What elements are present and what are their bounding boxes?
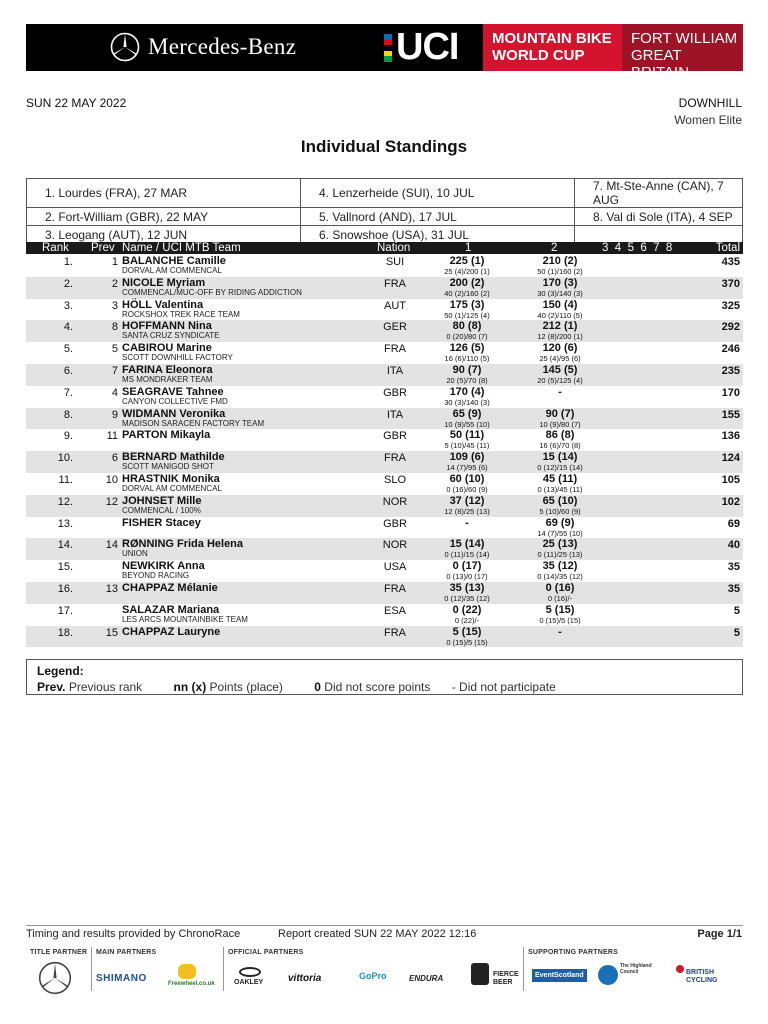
round-1-points: 90 (7) [452, 363, 482, 376]
rank: 2. [63, 277, 73, 290]
highland-council-logo: The Highland Council [620, 963, 652, 975]
round-2-points: 150 (4) [542, 298, 578, 311]
round-1-breakdown: 16 (6)/110 (5) [444, 354, 490, 364]
prev-rank: 1 [111, 256, 118, 268]
vittoria-logo: vittoria [288, 973, 322, 984]
rider-name: WIDMANN Veronika [122, 407, 226, 420]
standings-row [26, 429, 743, 451]
round-2-breakdown: 10 (9)/80 (7) [539, 419, 581, 429]
rank: 17. [57, 604, 73, 617]
title-partner-label: TITLE PARTNER [30, 949, 88, 956]
series-line-2: WORLD CUP [492, 47, 585, 64]
round-1-points: 126 (5) [449, 342, 485, 355]
rank: 7. [63, 386, 73, 399]
shimano-logo: SHIMANO [96, 973, 147, 984]
footer-divider [26, 925, 743, 926]
rider-name: BALANCHE Camille [122, 255, 226, 267]
nation: AUT [384, 299, 406, 312]
british-cycling-logo: BRITISH CYCLING [686, 969, 718, 984]
round-1-points: 50 (11) [449, 429, 485, 442]
sponsor-name: Mercedes-Benz [148, 34, 297, 59]
nation: FRA [384, 343, 406, 356]
nation: FRA [384, 582, 406, 595]
round-1-points: 0 (22) [452, 603, 482, 616]
col-prev: Prev [91, 242, 115, 254]
legend-title: Legend: [37, 664, 84, 678]
standings-row [26, 604, 743, 626]
nation: FRA [384, 452, 406, 465]
prev-rank: 13 [105, 582, 118, 595]
rider-name: PARTON Mikayla [122, 429, 211, 442]
round-2-breakdown: 25 (4)/95 (6) [539, 354, 581, 364]
legend-items [37, 680, 556, 694]
oakley-logo: OAKLEY [234, 979, 264, 986]
round-2-points: 212 (1) [542, 320, 578, 333]
team-name: SCOTT DOWNHILL FACTORY [122, 353, 233, 363]
total-points: 435 [721, 256, 740, 268]
venue-line-1: FORT WILLIAM [631, 30, 738, 47]
col-round-2: 2 [551, 242, 558, 254]
round-2-points: 65 (10) [542, 494, 578, 507]
venue-line-2: GREAT BRITAIN [631, 47, 690, 81]
standings-row [26, 582, 743, 604]
round-cell: 7. Mt-Ste-Anne (CAN), 7 AUG [575, 179, 743, 208]
round-2-breakdown: 0 (16)/- [547, 593, 573, 603]
legend-box [26, 659, 743, 695]
team-name: SANTA CRUZ SYNDICATE [122, 331, 220, 341]
total-points: 235 [721, 364, 740, 377]
round-1-points: 37 (12) [449, 494, 485, 507]
rank: 14. [57, 539, 73, 552]
oakley-icon [239, 967, 261, 977]
round-cell: 6. Snowshoe (USA), 31 JUL [301, 226, 575, 244]
eventscotland-logo: EventScotland [532, 969, 587, 982]
round-2-breakdown: 0 (11)/25 (13) [537, 550, 583, 560]
legend-prev-text: Previous rank [68, 680, 143, 694]
round-2-points: 35 (12) [542, 560, 578, 573]
rider-name: FARINA Eleonora [122, 363, 213, 376]
round-1-points: 170 (4) [449, 385, 485, 398]
rider-name: SALAZAR Mariana [122, 603, 220, 616]
official-partners-label: OFFICIAL PARTNERS [228, 949, 304, 956]
prev-rank: 15 [105, 626, 118, 639]
round-1-points: 15 (14) [449, 538, 485, 551]
series-block [483, 24, 622, 71]
prev-rank: 6 [111, 452, 118, 465]
round-2-points: 90 (7) [545, 407, 575, 420]
nation: SUI [385, 256, 405, 268]
round-2-points: 170 (3) [542, 276, 578, 289]
prev-rank: 5 [111, 343, 118, 356]
round-2-points: 25 (13) [542, 538, 578, 551]
round-cell: 5. Vallnord (AND), 17 JUL [301, 208, 575, 226]
prev-rank: 11 [106, 430, 118, 443]
highland-council-icon [598, 965, 618, 985]
rider-name: JOHNSET Mille [122, 494, 202, 507]
total-points: 124 [721, 452, 740, 465]
round-2-breakdown: 20 (5)/125 (4) [537, 375, 583, 385]
round-1-points: 175 (3) [449, 298, 485, 311]
round-2-breakdown: 16 (6)/70 (8) [539, 441, 581, 451]
rider-name: HRASTNIK Monika [122, 472, 220, 485]
rank: 18. [57, 626, 73, 639]
rank: 15. [57, 561, 73, 574]
standings-row [26, 560, 743, 582]
round-2-breakdown: 40 (2)/110 (5) [537, 310, 583, 320]
round-1-breakdown: 0 (22)/- [454, 615, 480, 625]
rounds-row [27, 226, 743, 244]
round-2-breakdown: 5 (10)/60 (9) [539, 506, 581, 516]
nation: ITA [386, 364, 404, 377]
legend-prev-key: Prev. [37, 680, 66, 694]
round-2-points: 69 (9) [545, 516, 575, 529]
round-1-breakdown: 12 (8)/25 (13) [444, 506, 490, 516]
team-name: DORVAL AM COMMENCAL [122, 483, 222, 493]
round-2-points: 45 (11) [542, 472, 578, 485]
uci-logo-text: UCI [396, 26, 459, 68]
rider-name: FISHER Stacey [122, 516, 201, 529]
endura-logo: ENDURA [409, 974, 444, 983]
team-name: CANYON COLLECTIVE FMD [122, 396, 228, 406]
rider-name: RØNNING Frida Helena [122, 538, 244, 551]
rounds-row [27, 179, 743, 208]
rank: 12. [57, 495, 73, 508]
standings-row [26, 277, 743, 299]
team-name: ROCKSHOX TREK RACE TEAM [122, 309, 240, 319]
round-2-breakdown: 0 (13)/45 (11) [537, 484, 583, 494]
legend-dash-text: - Did not participate [451, 680, 556, 694]
team-name: MS MONDRAKER TEAM [122, 374, 213, 384]
col-total: Total [715, 242, 740, 254]
round-1-breakdown: 0 (13)/0 (17) [446, 572, 488, 582]
total-points: 325 [721, 299, 740, 312]
standings-row [26, 299, 743, 321]
standings-row [26, 255, 743, 277]
round-2-points: 5 (15) [545, 603, 575, 616]
round-2-points: 0 (16) [545, 581, 575, 594]
timing-credit: Timing and results provided by ChronoRace [26, 928, 241, 940]
discipline: DOWNHILL [678, 96, 742, 110]
nation: NOR [382, 495, 408, 508]
round-1-points: 0 (17) [452, 560, 482, 573]
round-1-points: 200 (2) [449, 276, 485, 289]
prev-rank: 2 [111, 277, 118, 290]
page-number: Page 1/1 [697, 928, 742, 940]
total-points: 246 [721, 343, 740, 356]
round-1-points: - [465, 516, 469, 529]
round-2-breakdown: 0 (12)/15 (14) [537, 463, 583, 473]
round-1-breakdown: 10 (9)/55 (10) [444, 419, 490, 429]
total-points: 40 [727, 539, 740, 552]
round-1-points: 35 (13) [449, 581, 485, 594]
team-name: MADISON SARACEN FACTORY TEAM [122, 418, 265, 428]
standings-row [26, 342, 743, 364]
legend-zero-text: Did not score points [324, 680, 431, 694]
round-2-points: - [558, 625, 562, 638]
rank: 11. [58, 473, 73, 486]
report-created: Report created SUN 22 MAY 2022 12:16 [278, 928, 477, 940]
standings-row [26, 386, 743, 408]
standings-row [26, 626, 743, 648]
nation: GER [383, 321, 407, 334]
rider-name: HOFFMANN Nina [122, 320, 212, 333]
rider-name: NEWKIRK Anna [122, 560, 205, 573]
standings-row [26, 364, 743, 386]
nation: FRA [384, 277, 406, 290]
rank: 16. [57, 582, 73, 595]
event-banner [26, 24, 743, 81]
round-2-breakdown: 12 (8)/200 (1) [537, 332, 583, 342]
col-name: Name / UCI MTB Team [122, 242, 241, 254]
round-cell [575, 226, 743, 244]
round-cell: 3. Leogang (AUT), 12 JUN [27, 226, 301, 244]
total-points: 5 [733, 626, 740, 639]
round-cell: 2. Fort-William (GBR), 22 MAY [27, 208, 301, 226]
round-2-breakdown: 50 (1)/160 (2) [537, 267, 583, 276]
uci-rainbow-icon [384, 34, 392, 62]
supporting-partners-label: SUPPORTING PARTNERS [528, 949, 619, 956]
nation: USA [383, 561, 407, 574]
team-name: BEYOND RACING [122, 571, 190, 581]
total-points: 170 [721, 386, 740, 399]
round-1-breakdown: 50 (1)/125 (4) [444, 310, 490, 320]
rounds-row [27, 208, 743, 226]
gopro-logo: GoPro [359, 971, 387, 981]
round-cell: 4. Lenzerheide (SUI), 10 JUL [301, 179, 575, 208]
round-cell: 8. Val di Sole (ITA), 4 SEP [575, 208, 743, 226]
total-points: 102 [721, 495, 740, 508]
round-1-breakdown: 0 (12)/35 (12) [444, 593, 490, 603]
partners-strip [26, 947, 743, 1007]
rider-name: HÖLL Valentina [122, 298, 204, 311]
legend-points-text: Points (place) [209, 680, 283, 694]
round-1-points: 5 (15) [452, 625, 482, 638]
rank: 10. [57, 452, 73, 465]
team-name: COMMENCAL/MUC-OFF BY RIDING ADDICTION [122, 287, 302, 297]
round-1-breakdown: 5 (10)/45 (11) [444, 441, 490, 451]
team-name: SCOTT MANIGOD SHOT [122, 462, 214, 472]
round-1-breakdown: 25 (4)/200 (1) [444, 267, 490, 276]
nation: GBR [383, 517, 407, 530]
round-1-breakdown: 0 (16)/60 (9) [446, 484, 488, 494]
category: Women Elite [674, 113, 742, 127]
prev-rank: 14 [105, 539, 118, 552]
round-2-points: 120 (6) [542, 342, 578, 355]
nation: FRA [384, 626, 406, 639]
rider-name: CHAPPAZ Lauryne [122, 625, 221, 638]
team-name: UNION [122, 549, 148, 559]
total-points: 105 [721, 473, 740, 486]
round-2-points: 210 (2) [542, 255, 578, 267]
standings-row [26, 538, 743, 560]
round-1-breakdown: 0 (20)/80 (7) [446, 332, 488, 342]
round-1-breakdown: 20 (5)/70 (8) [446, 375, 488, 385]
freewheel-icon [178, 964, 196, 979]
nation: NOR [382, 539, 408, 552]
legend-points-key: nn (x) [173, 680, 207, 694]
col-round-1: 1 [465, 242, 472, 254]
team-name: DORVAL AM COMMENCAL [122, 266, 222, 275]
round-2-breakdown: 14 (7)/55 (10) [537, 528, 583, 538]
venue-block [622, 24, 743, 81]
standings-row [26, 517, 743, 539]
round-1-points: 80 (8) [452, 320, 482, 333]
total-points: 292 [721, 321, 740, 334]
col-rank: Rank [42, 242, 69, 254]
total-points: 5 [733, 604, 740, 617]
round-1-breakdown: 14 (7)/95 (6) [446, 463, 488, 473]
round-2-breakdown: 30 (3)/140 (3) [537, 288, 583, 298]
team-name: LES ARCS MOUNTAINBIKE TEAM [122, 614, 248, 624]
rank: 3. [63, 299, 73, 312]
round-2-points: 15 (14) [542, 451, 578, 464]
standings-header [26, 242, 743, 254]
legend-zero-key: 0 [314, 680, 321, 694]
prev-rank: 9 [111, 408, 118, 421]
series-line-1: MOUNTAIN BIKE [492, 30, 612, 47]
round-cell: 1. Lourdes (FRA), 27 MAR [27, 179, 301, 208]
round-1-points: 60 (10) [449, 472, 485, 485]
total-points: 35 [727, 582, 740, 595]
round-2-points: - [558, 385, 562, 398]
standings-row [26, 451, 743, 473]
col-nation: Nation [377, 242, 411, 254]
total-points: 136 [721, 430, 740, 443]
round-1-breakdown: 0 (15)/5 (15) [446, 637, 488, 647]
col-rounds-3-8: 3 4 5 6 7 8 [602, 242, 673, 254]
rounds-table [26, 178, 743, 244]
prev-rank: 3 [111, 299, 118, 312]
rank: 6. [63, 364, 73, 377]
round-2-points: 145 (5) [542, 363, 578, 376]
rank: 1. [63, 256, 73, 268]
rank: 13. [57, 517, 73, 530]
rider-name: CHAPPAZ Mélanie [122, 581, 218, 594]
rider-name: SEAGRAVE Tahnee [122, 385, 224, 398]
nation: GBR [383, 386, 407, 399]
standings-list [26, 255, 743, 647]
standings-row [26, 495, 743, 517]
prev-rank: 4 [111, 386, 118, 399]
rider-name: NICOLE Myriam [122, 276, 206, 289]
fierce-beer-icon [471, 963, 489, 985]
round-1-breakdown: 30 (3)/140 (3) [444, 397, 490, 407]
total-points: 69 [727, 517, 740, 530]
rider-name: BERNARD Mathilde [122, 451, 225, 464]
round-1-points: 109 (6) [449, 451, 485, 464]
total-points: 155 [721, 408, 740, 421]
prev-rank: 12 [105, 495, 118, 508]
total-points: 370 [721, 277, 740, 290]
round-2-points: 86 (8) [545, 429, 575, 442]
rank: 9. [63, 430, 73, 443]
round-1-points: 65 (9) [452, 407, 482, 420]
fierce-beer-logo: FIERCE BEER [493, 971, 519, 986]
round-2-breakdown: 0 (15)/5 (15) [539, 615, 581, 625]
nation: GBR [383, 430, 407, 443]
main-partners-label: MAIN PARTNERS [96, 949, 157, 956]
prev-rank: 8 [111, 321, 118, 334]
nation: ESA [383, 604, 406, 617]
standings-row [26, 320, 743, 342]
british-cycling-icon [676, 965, 684, 973]
rank: 5. [63, 343, 73, 356]
rank: 4. [63, 321, 73, 334]
event-date: SUN 22 MAY 2022 [26, 96, 127, 110]
mercedes-star-icon [110, 32, 140, 62]
mercedes-logo-icon [38, 961, 72, 995]
round-1-points: 225 (1) [449, 255, 485, 267]
round-1-breakdown: 0 (11)/15 (14) [444, 550, 490, 560]
prev-rank: 7 [111, 364, 118, 377]
rank: 8. [63, 408, 73, 421]
round-2-breakdown: 0 (14)/35 (12) [537, 572, 583, 582]
round-1-breakdown: 40 (2)/160 (2) [444, 288, 490, 298]
nation: ITA [386, 408, 404, 421]
standings-row [26, 473, 743, 495]
prev-rank: 10 [105, 473, 118, 486]
page-title: Individual Standings [300, 137, 468, 156]
rider-name: CABIROU Marine [122, 342, 212, 355]
standings-row [26, 408, 743, 430]
nation: SLO [383, 473, 406, 486]
freewheel-logo: Freewheel.co.uk [168, 981, 215, 987]
total-points: 35 [727, 561, 740, 574]
team-name: COMMENCAL / 100% [122, 505, 201, 515]
